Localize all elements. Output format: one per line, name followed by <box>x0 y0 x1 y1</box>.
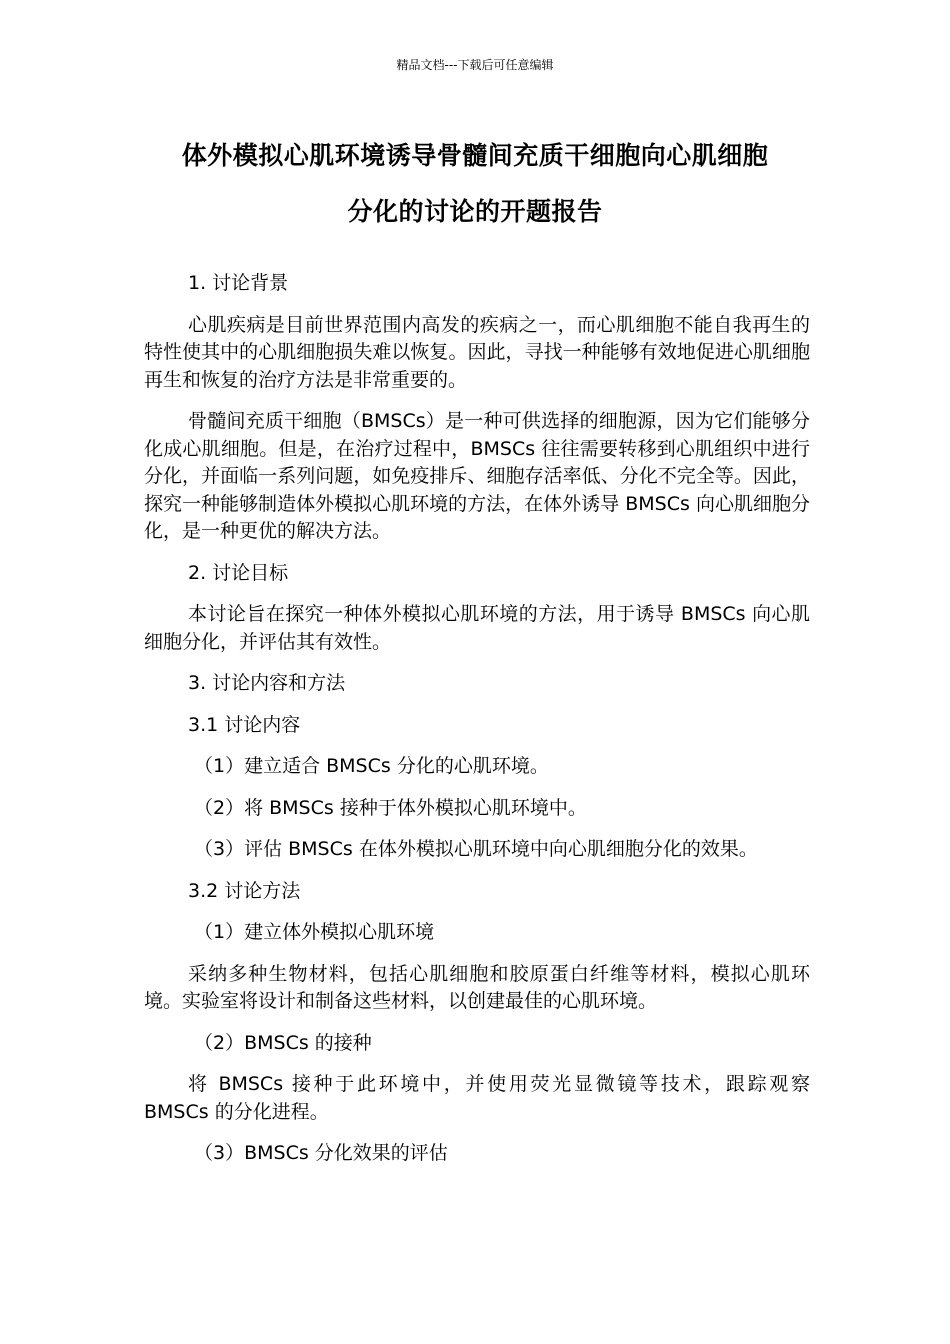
section-1-paragraph-2: 骨髓间充质干细胞（BMSCs）是一种可供选择的细胞源，因为它们能够分化成心肌细胞。但是，在治疗过程中，BMSCs 往往需要转移到心肌组织中进行分化，并面临一系列问题，如免疫排斥、细胞存活率低、分化不完全等。因此，探究一种能够制造体外模拟心肌环境的方法，在体外诱导 BMSCs 向心肌细胞分化，是一种更优的解决方法。 <box>144 410 810 542</box>
section-3-1-heading: 3.1 讨论内容 <box>188 713 301 736</box>
section-3-2-item-3: （3）BMSCs 分化效果的评估 <box>194 1142 448 1164</box>
section-3-2-paragraph-2: 将 BMSCs 接种于此环境中，并使用荧光显微镜等技术，跟踪观察 BMSCs 的分化进程。 <box>144 1073 810 1123</box>
section-2-paragraph-1: 本讨论旨在探究一种体外模拟心肌环境的方法，用于诱导 BMSCs 向心肌细胞分化，并评估其有效性。 <box>144 603 810 653</box>
section-3-1-item-3: （3）评估 BMSCs 在体外模拟心肌环境中向心肌细胞分化的效果。 <box>194 838 758 860</box>
section-1-paragraph-1: 心肌疾病是目前世界范围内高发的疾病之一，而心肌细胞不能自我再生的特性使其中的心肌细胞损失难以恢复。因此，寻找一种能够有效地促进心肌细胞再生和恢复的治疗方法是非常重要的。 <box>144 313 810 391</box>
section-3-2-paragraph-1: 采纳多种生物材料，包括心肌细胞和胶原蛋白纤维等材料，模拟心肌环境。实验室将设计和制备这些材料，以创建最佳的心肌环境。 <box>144 962 810 1012</box>
section-3-1-item-1: （1）建立适合 BMSCs 分化的心肌环境。 <box>194 755 549 777</box>
page-title-line-2: 分化的讨论的开题报告 <box>347 197 603 226</box>
section-3-heading: 3. 讨论内容和方法 <box>188 672 346 694</box>
document-body <box>144 270 810 1182</box>
section-3-2-heading: 3.2 讨论方法 <box>188 879 301 902</box>
section-1-heading: 1. 讨论背景 <box>188 272 289 294</box>
header-note: 精品文档---下载后可任意编辑 <box>396 58 554 72</box>
section-3-2-item-1: （1）建立体外模拟心肌环境 <box>194 921 435 943</box>
section-3-2-item-2: （2）BMSCs 的接种 <box>194 1031 372 1054</box>
page-title-line-1: 体外模拟心肌环境诱导骨髓间充质干细胞向心肌细胞 <box>181 141 769 170</box>
section-3-1-item-2: （2）将 BMSCs 接种于体外模拟心肌环境中。 <box>194 796 587 819</box>
section-2-heading: 2. 讨论目标 <box>188 561 289 584</box>
